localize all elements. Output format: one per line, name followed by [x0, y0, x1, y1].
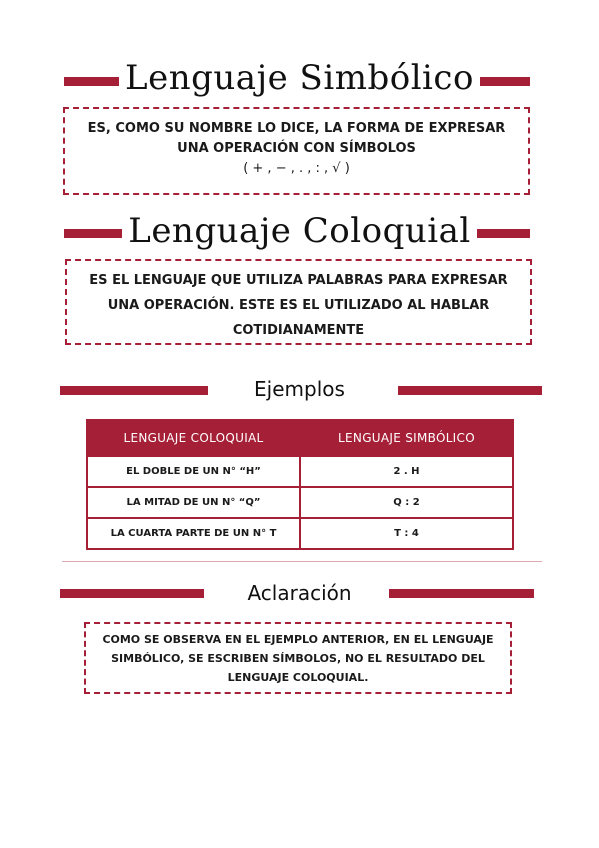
- title-lenguaje-simbolico: Lenguaje Simbólico: [0, 58, 599, 98]
- table-cell: LA CUARTA PARTE DE UN N° T: [87, 518, 300, 549]
- definition-line: UNA OPERACIÓN. ESTE ES EL UTILIZADO AL HABLAR: [107, 298, 490, 313]
- examples-table: [86, 419, 514, 550]
- table-row: [87, 487, 513, 518]
- note-label: Aclaración: [247, 581, 352, 605]
- header-coloquial: LENGUAJE COLOQUIAL: [87, 420, 300, 456]
- note-line: SIMBÓLICO, SE ESCRIBEN SÍMBOLOS, NO EL RESULTADO DEL: [111, 652, 485, 665]
- note-box: [84, 622, 512, 694]
- definition-line: COTIDIANAMENTE: [232, 323, 365, 338]
- table-row: [87, 518, 513, 549]
- definition-line: UNA OPERACIÓN CON SÍMBOLOS: [177, 141, 416, 156]
- definition-line: ES, COMO SU NOMBRE LO DICE, LA FORMA DE EXPRESAR: [87, 121, 506, 136]
- symbols-list: ( + , − , . , : , √ ): [243, 161, 350, 176]
- definition-box-coloquial: [65, 259, 532, 345]
- definition-line: ES EL LENGUAJE QUE UTILIZA PALABRAS PARA EXPRESAR: [89, 273, 508, 288]
- examples-label: Ejemplos: [254, 377, 345, 401]
- table-cell: LA MITAD DE UN N° “Q”: [87, 487, 300, 518]
- table-cell: T : 4: [300, 518, 513, 549]
- table-header-row: [87, 420, 513, 456]
- definition-box-simbolico: [63, 107, 530, 195]
- note-line: COMO SE OBSERVA EN EL EJEMPLO ANTERIOR, EN EL LENGUAJE: [102, 633, 494, 646]
- table-cell: EL DOBLE DE UN N° “H”: [87, 456, 300, 487]
- note-line: LENGUAJE COLOQUIAL.: [227, 671, 369, 684]
- title-lenguaje-coloquial: Lenguaje Coloquial: [0, 211, 599, 251]
- divider-line: [62, 561, 542, 562]
- table-cell: 2 . H: [300, 456, 513, 487]
- table-row: [87, 456, 513, 487]
- table-cell: Q : 2: [300, 487, 513, 518]
- header-simbolico: LENGUAJE SIMBÓLICO: [300, 420, 513, 456]
